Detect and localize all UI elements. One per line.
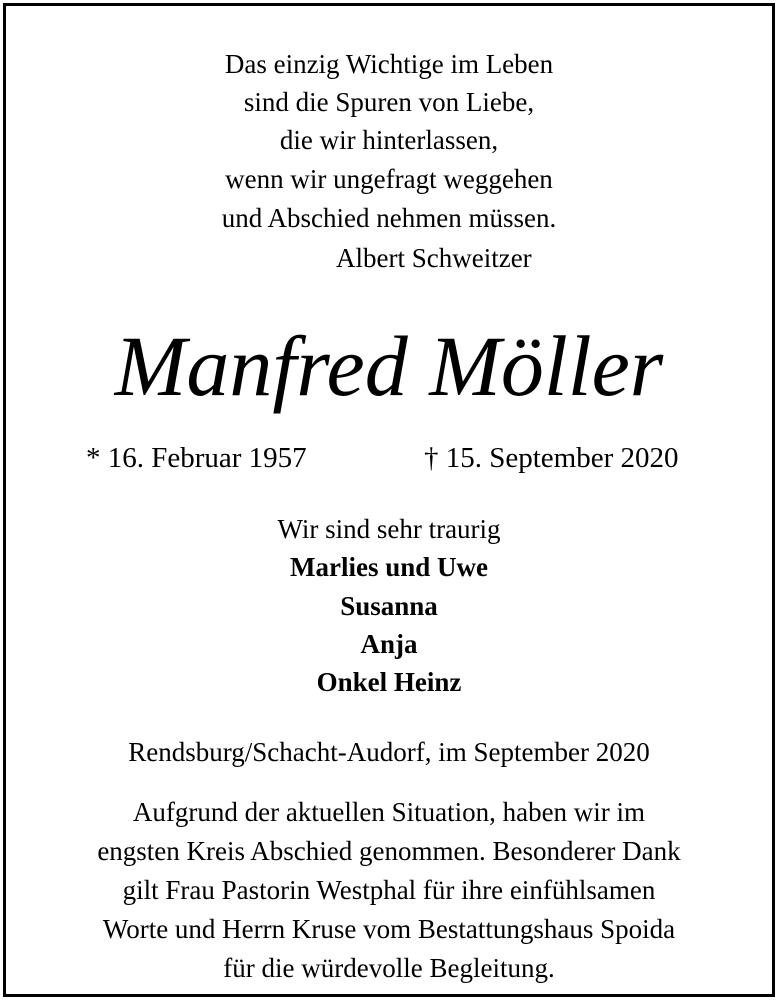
- quote-line: Das einzig Wichtige im Leben: [224, 49, 554, 79]
- mourner-name: Marlies und Uwe: [290, 552, 488, 582]
- mourner-name: Susanna: [340, 591, 438, 621]
- mourner-name: Anja: [360, 629, 418, 659]
- mourners-intro: Wir sind sehr traurig: [277, 514, 501, 544]
- mourner-name: Onkel Heinz: [316, 667, 462, 697]
- closing-line: für die würdevolle Begleitung.: [223, 953, 555, 983]
- closing-line: engsten Kreis Abschied genommen. Besonderer Dank: [97, 836, 681, 866]
- closing-line: Aufgrund der aktuellen Situation, haben wir im: [132, 797, 646, 827]
- closing-line: gilt Frau Pastorin Westphal für ihre einfühlsamen: [122, 875, 656, 905]
- place-date: Rendsburg/Schacht-Audorf, im September 2020: [128, 737, 650, 767]
- obituary-notice: [3, 3, 775, 997]
- closing-line: Worte und Herrn Kruse vom Bestattungshaus Spoida: [102, 914, 676, 944]
- quote-line: und Abschied nehmen müssen.: [221, 203, 557, 233]
- quote-line: sind die Spuren von Liebe,: [243, 87, 535, 117]
- quote-line: wenn wir ungefragt weggehen: [225, 164, 553, 194]
- quote-line: die wir hinterlassen,: [279, 125, 499, 155]
- closing-text: [6, 793, 772, 988]
- deceased-name: Manfred Möller: [114, 318, 664, 414]
- quote-author: Albert Schweitzer: [336, 243, 532, 273]
- birth-date: * 16. Februar 1957: [86, 442, 307, 474]
- death-date: † 15. September 2020: [424, 442, 679, 474]
